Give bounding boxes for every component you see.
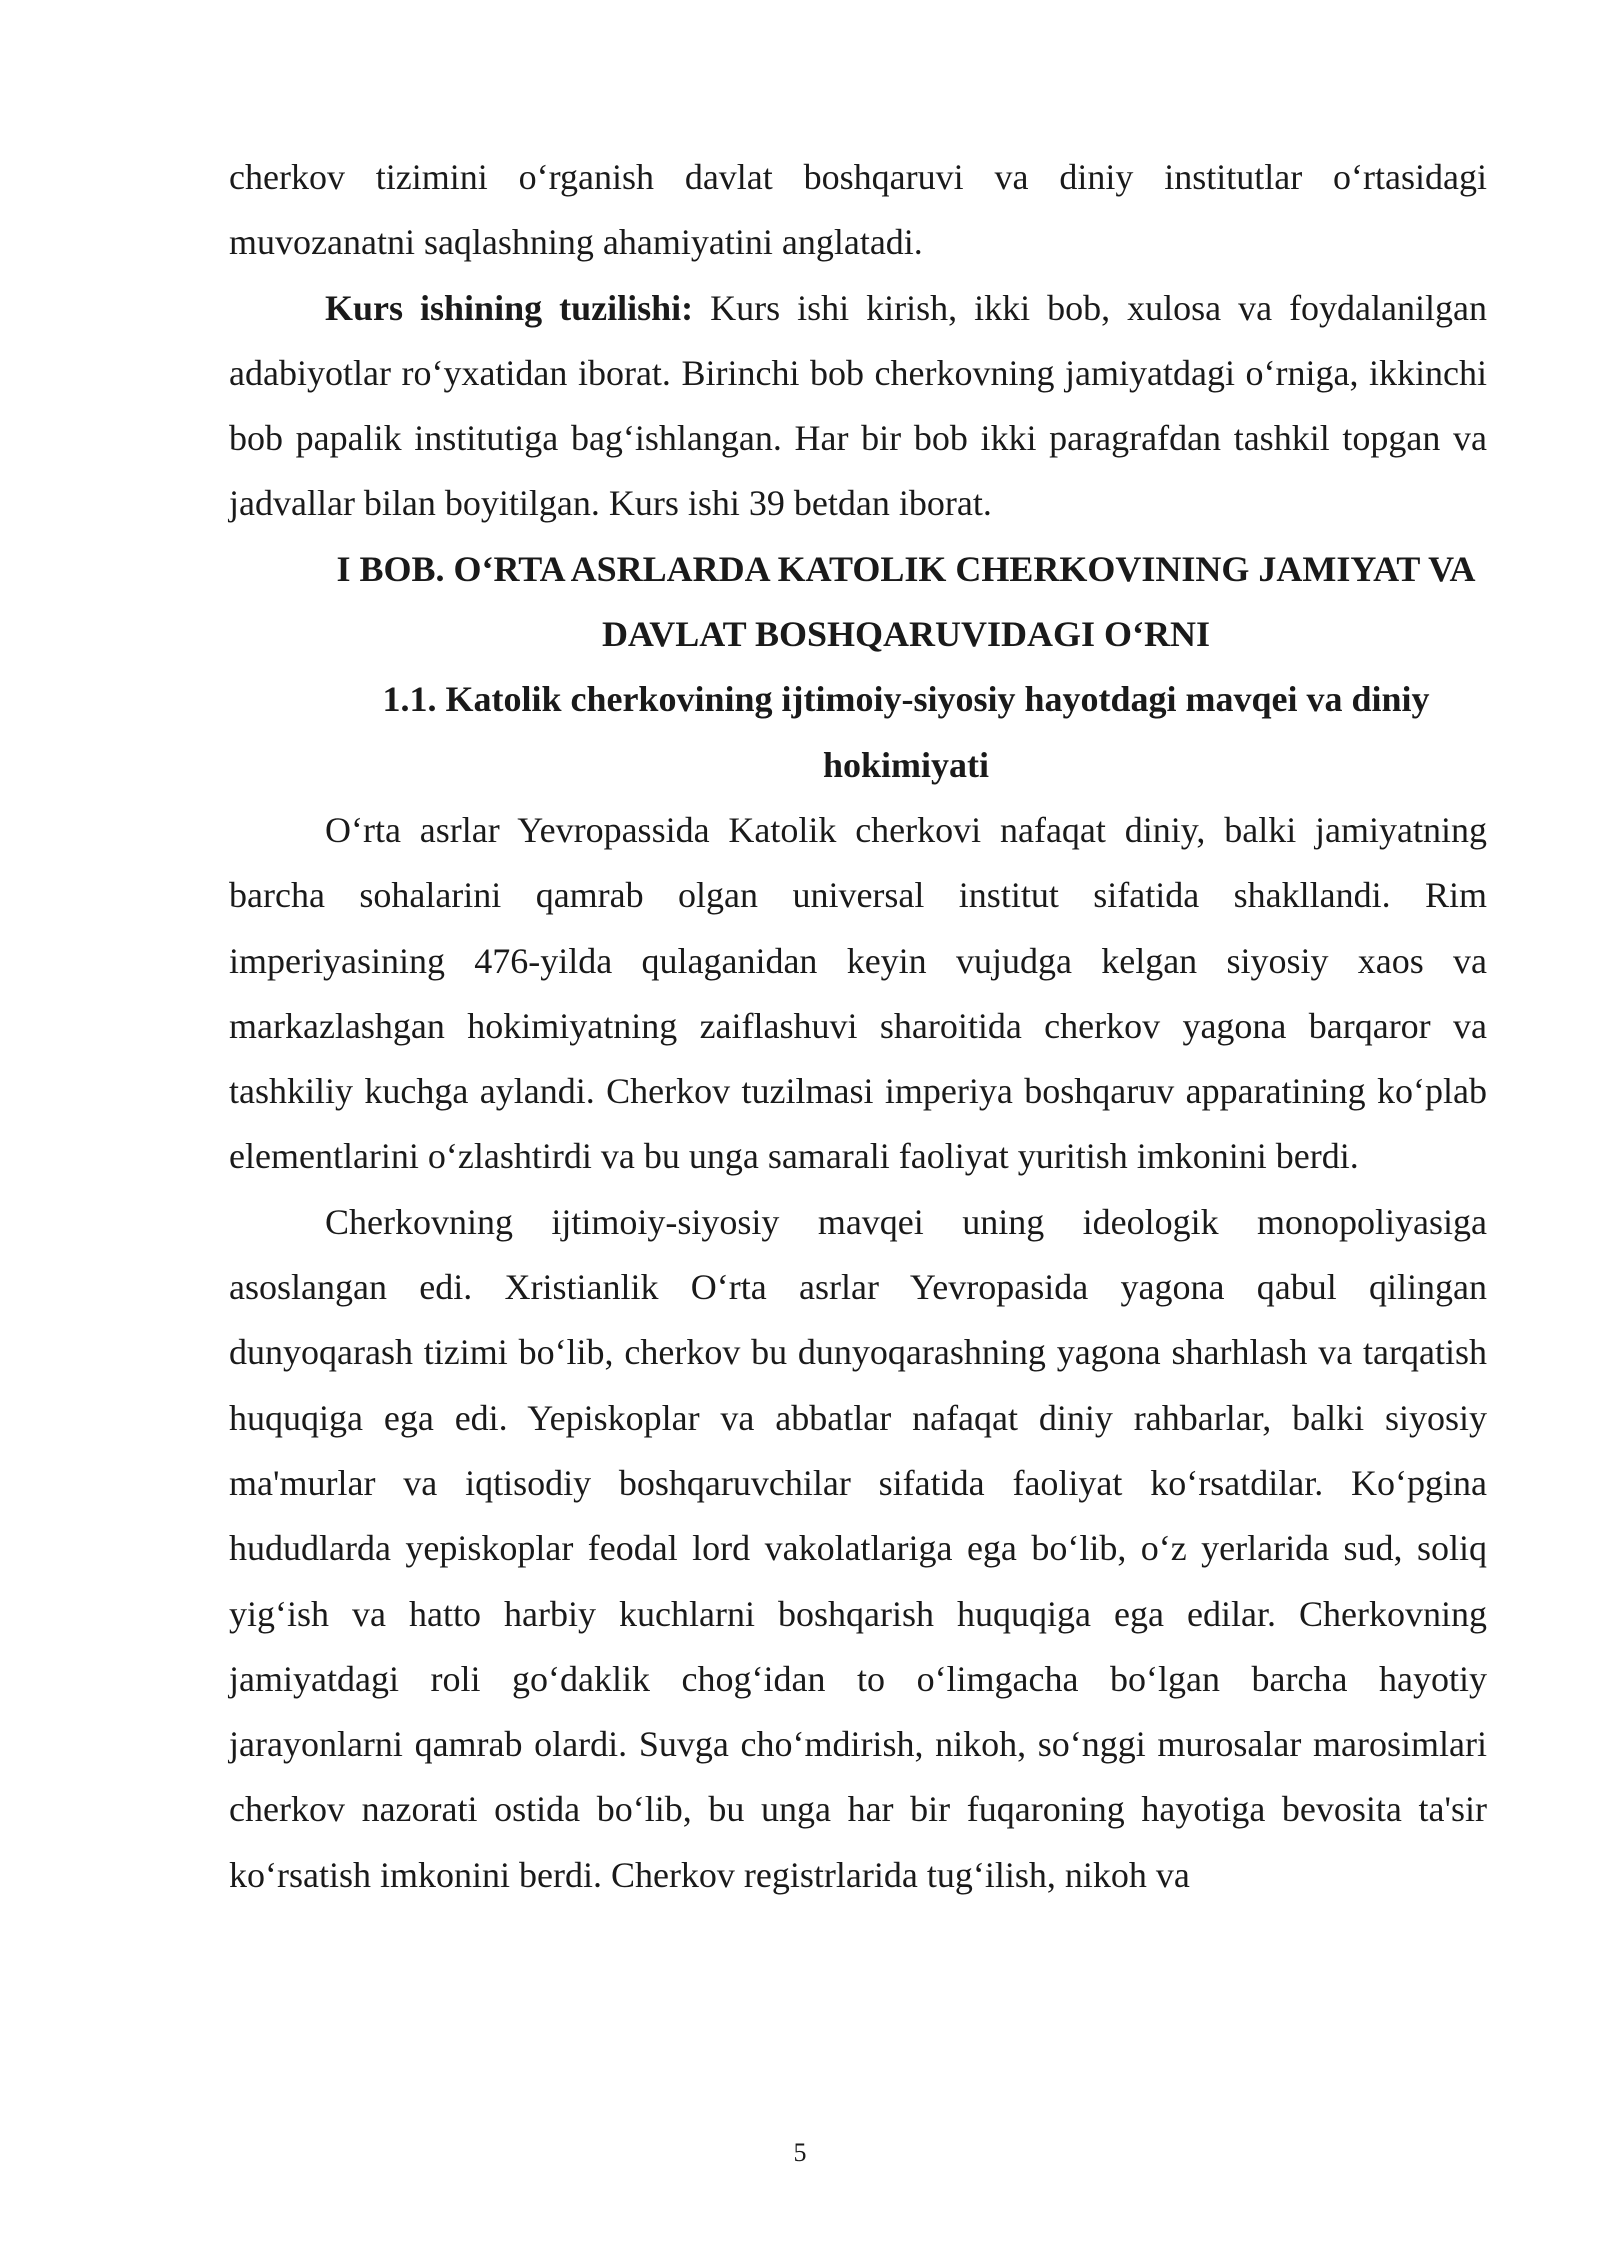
intro-paragraph: cherkov tizimini o‘rganish davlat boshqaruvi va diniy institutlar o‘rtasidagi muvozanatni saqlashning ahamiyatini anglatadi. bbox=[229, 157, 1487, 263]
structure-paragraph bbox=[229, 276, 1487, 537]
body-paragraph-2: Cherkovning ijtimoiy-siyosiy mavqei uning ideologik monopoliyasiga asoslangan edi. Xristianlik O‘rta asrlar Yevropasida yagona qabul qilingan dunyoqarash tizimi bo‘lib, cherkov bu dunyoqarashning yagona sharhlash va tarqatish huquqiga ega edi. Yepiskoplar va abbatlar nafaqat diniy rahbarlar, balki siyosiy ma'murlar va iqtisodiy boshqaruvchilar sifatida faoliyat ko‘rsatdilar. Ko‘pgina hududlarda yepiskoplar feodal lord vakolatlariga ega bo‘lib, o‘z yerlarida sud, soliq yig‘ish va hatto harbiy kuchlarni boshqarish huquqiga ega edilar. Cherkovning jamiyatdagi roli go‘daklik chog‘idan to o‘limgacha bo‘lgan barcha hayotiy jarayonlarni qamrab olardi. Suvga cho‘mdirish, nikoh, so‘nggi murosalar marosimlari cherkov nazorati ostida bo‘lib, bu unga har bir fuqaroning hayotiga bevosita ta'sir ko‘rsatish imkonini berdi. Cherkov registrlarida tug‘ilish, nikoh va bbox=[229, 1201, 1487, 1895]
document-page bbox=[229, 145, 1487, 1908]
structure-text: Kurs ishi kirish, ikki bob, xulosa va foydalanilgan adabiyotlar ro‘yxatidan iborat. Birinchi bob cherkovning jamiyatdagi o‘rniga, ikkinchi bob papalik institutiga bag‘ishlangan. Har bir bob ikki paragrafdan tashkil topgan va jadvallar bilan boyitilgan. Kurs ishi 39 betdan iborat. bbox=[229, 287, 1487, 524]
section-heading: 1.1. Katolik cherkovining ijtimoiy-siyosiy hayotdagi mavqei va diniy hokimiyati bbox=[382, 679, 1430, 785]
structure-label: Kurs ishining tuzilishi: bbox=[325, 287, 694, 328]
chapter-heading: I BOB. O‘RTA ASRLARDA KATOLIK CHERKOVINING JAMIYAT VA DAVLAT BOSHQARUVIDAGI O‘RNI bbox=[336, 548, 1476, 655]
page-number: 5 bbox=[793, 2138, 807, 2167]
body-paragraph-1: O‘rta asrlar Yevropassida Katolik cherkovi nafaqat diniy, balki jamiyatning barcha sohalarini qamrab olgan universal institut sifatida shakllandi. Rim imperiyasining 476-yilda qulaganidan keyin vujudga kelgan siyosiy xaos va markazlashgan hokimiyatning zaiflashuvi sharoitida cherkov yagona barqaror va tashkiliy kuchga aylandi. Cherkov tuzilmasi imperiya boshqaruv apparatining ko‘plab elementlarini o‘zlashtirdi va bu unga samarali faoliyat yuritish imkonini berdi. bbox=[229, 809, 1487, 1177]
